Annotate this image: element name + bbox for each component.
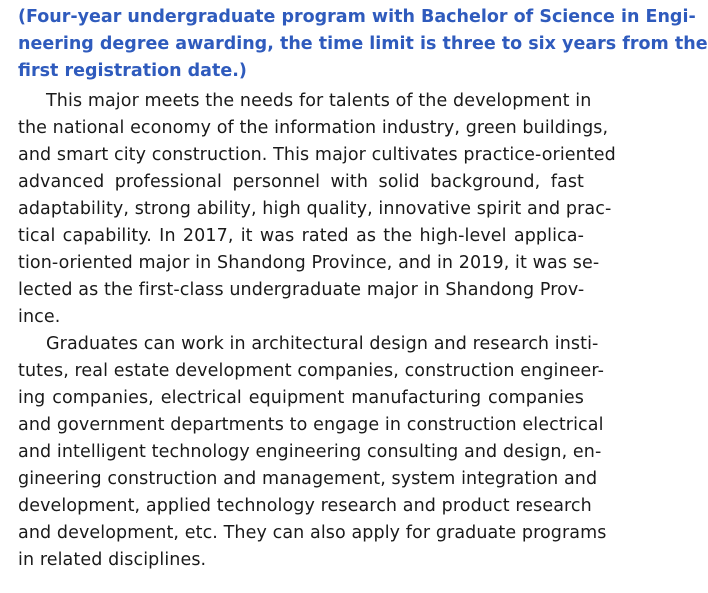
paragraph-career-prospects — [18, 331, 607, 574]
paragraph-line: tutes, real estate development companies, construction engineer- — [18, 361, 605, 381]
paragraph-line: tical capability. In 2017, it was rated as the high-level applica- — [18, 226, 584, 246]
paragraph-line: This major meets the needs for talents of the development in — [46, 91, 592, 111]
subheading-line: neering degree awarding, the time limit is three to six years from the — [18, 34, 708, 54]
paragraph-line: adaptability, strong ability, high quality, innovative spirit and prac- — [18, 199, 612, 219]
subheading-line: (Four-year undergraduate program with Bachelor of Science in Engi- — [18, 7, 696, 27]
paragraph-major-overview — [18, 88, 616, 331]
paragraph-line: lected as the first-class undergraduate major in Shandong Prov- — [18, 280, 585, 300]
document-page — [18, 4, 708, 574]
program-subheading — [18, 4, 708, 85]
paragraph-line: advanced professional personnel with solid background, fast — [18, 172, 584, 192]
paragraph-line: development, applied technology research and product research — [18, 496, 592, 516]
paragraph-line: tion-oriented major in Shandong Province, and in 2019, it was se- — [18, 253, 600, 273]
subheading-line: first registration date.) — [18, 61, 247, 81]
paragraph-line: ince. — [18, 307, 61, 327]
paragraph-line: ing companies, electrical equipment manufacturing companies — [18, 388, 584, 408]
paragraph-line: gineering construction and management, system integration and — [18, 469, 598, 489]
paragraph-line: and development, etc. They can also apply for graduate programs — [18, 523, 607, 543]
paragraph-line: and smart city construction. This major cultivates practice-oriented — [18, 145, 616, 165]
paragraph-line: in related disciplines. — [18, 550, 207, 570]
paragraph-line: and government departments to engage in construction electrical — [18, 415, 604, 435]
paragraph-line: and intelligent technology engineering consulting and design, en- — [18, 442, 602, 462]
paragraph-line: the national economy of the information industry, green buildings, — [18, 118, 609, 138]
paragraph-line: Graduates can work in architectural design and research insti- — [46, 334, 599, 354]
